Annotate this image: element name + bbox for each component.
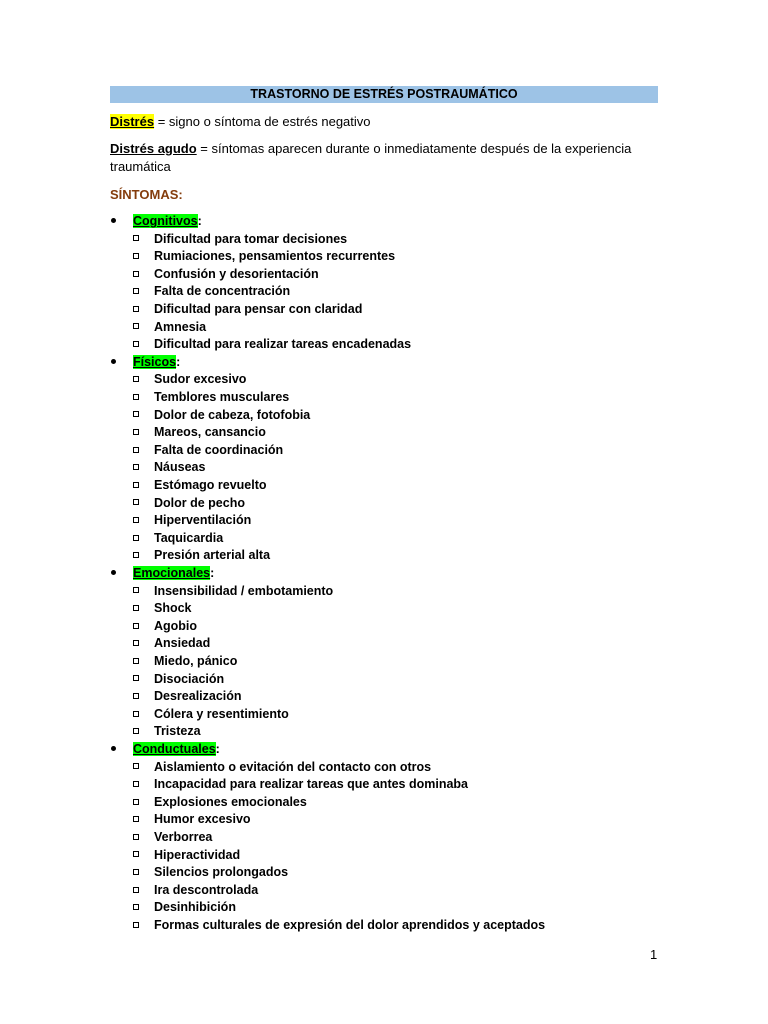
list-item [133, 794, 307, 811]
list-item [133, 248, 395, 265]
bullet-dot-icon [110, 354, 133, 371]
list-item [133, 776, 468, 793]
square-bullet-icon [133, 834, 139, 840]
category-label: Emocionales [133, 566, 211, 580]
list-item [133, 671, 224, 688]
category-fisicos [110, 354, 180, 371]
list-item [133, 847, 240, 864]
list-item-text: Disociación [154, 671, 225, 686]
square-bullet-icon [133, 482, 139, 488]
term-distres: Distrés [110, 114, 155, 129]
square-bullet-icon [133, 640, 139, 646]
category-label: Conductuales [133, 742, 216, 756]
list-item [133, 653, 237, 670]
definition-distres-text: = signo o síntoma de estrés negativo [154, 114, 371, 129]
square-bullet-icon [133, 816, 139, 822]
list-item-text: Temblores musculares [154, 390, 290, 404]
list-item-text: Hiperactividad [154, 847, 241, 862]
square-bullet-icon [133, 394, 139, 400]
square-bullet-icon [133, 411, 139, 417]
list-item [133, 407, 310, 424]
list-item [133, 723, 201, 740]
list-item [133, 618, 197, 635]
list-item-text: Dificultad para pensar con claridad [154, 302, 363, 316]
square-bullet-icon [133, 323, 139, 329]
list-item [133, 530, 223, 547]
category-suffix: : [210, 566, 215, 580]
list-item-text: Mareos, cansancio [154, 425, 266, 440]
list-item [133, 583, 333, 600]
list-item-text: Dolor de cabeza, fotofobia [154, 407, 311, 422]
list-item [133, 635, 210, 652]
square-bullet-icon [133, 605, 139, 611]
category-conductuales [110, 741, 220, 758]
list-item [133, 512, 251, 529]
list-item [133, 829, 212, 846]
list-item-text: Estómago revuelto [154, 478, 267, 492]
list-item-text: Silencios prolongados [154, 865, 289, 880]
square-bullet-icon [133, 693, 139, 699]
square-bullet-icon [133, 341, 139, 347]
list-item [133, 442, 283, 459]
list-item-text: Falta de concentración [154, 284, 291, 299]
category-suffix: : [176, 354, 181, 369]
square-bullet-icon [133, 271, 139, 277]
list-item [133, 477, 267, 494]
list-item [133, 283, 290, 300]
list-item-text: Náuseas [154, 460, 206, 475]
list-item-text: Amnesia [154, 319, 207, 334]
list-item [133, 231, 347, 248]
square-bullet-icon [133, 464, 139, 470]
list-item-text: Aislamiento o evitación del contacto con otros [154, 759, 432, 774]
list-item-text: Formas culturales de expresión del dolor aprendidos y aceptados [154, 918, 546, 932]
square-bullet-icon [133, 587, 139, 593]
list-item-text: Sudor excesivo [154, 372, 247, 387]
square-bullet-icon [133, 235, 139, 241]
list-item-text: Explosiones emocionales [154, 794, 307, 809]
document-title: TRASTORNO DE ESTRÉS POSTRAUMÁTICO [110, 86, 658, 103]
list-item-text: Shock [154, 601, 192, 616]
page-number: 1 [650, 947, 658, 962]
square-bullet-icon [133, 675, 139, 681]
square-bullet-icon [133, 728, 139, 734]
square-bullet-icon [133, 851, 139, 857]
square-bullet-icon [133, 517, 139, 523]
list-item-text: Desinhibición [154, 900, 236, 915]
list-item [133, 495, 245, 512]
square-bullet-icon [133, 711, 139, 717]
bullet-dot-icon [110, 565, 133, 582]
list-item-text: Dificultad para tomar decisiones [154, 231, 348, 246]
square-bullet-icon [133, 763, 139, 769]
category-suffix: : [197, 214, 202, 228]
list-item [133, 319, 206, 336]
list-item-text: Desrealización [154, 689, 242, 704]
list-item [133, 759, 431, 776]
list-item [133, 459, 205, 476]
definition-distres-agudo [110, 140, 631, 157]
category-label: Físicos [133, 354, 177, 369]
list-item [133, 688, 242, 705]
definition-agudo-text-line1: = síntomas aparecen durante o inmediatamente después de la experiencia [196, 141, 632, 156]
square-bullet-icon [133, 887, 139, 893]
list-item-text: Cólera y resentimiento [154, 706, 289, 721]
square-bullet-icon [133, 306, 139, 312]
list-item [133, 266, 319, 283]
list-item-text: Confusión y desorientación [154, 266, 319, 281]
list-item-text: Incapacidad para realizar tareas que antes dominaba [154, 777, 469, 792]
sintomas-heading: SÍNTOMAS: [110, 187, 183, 202]
list-item [133, 882, 258, 899]
square-bullet-icon [133, 376, 139, 382]
list-item-text: Verborrea [154, 830, 213, 844]
square-bullet-icon [133, 799, 139, 805]
list-item-text: Ira descontrolada [154, 882, 259, 897]
list-item [133, 547, 270, 564]
definition-agudo-text-line2: traumática [110, 159, 171, 174]
square-bullet-icon [133, 922, 139, 928]
list-item-text: Dolor de pecho [154, 495, 245, 510]
square-bullet-icon [133, 288, 139, 294]
list-item-text: Falta de coordinación [154, 442, 284, 457]
bullet-dot-icon [110, 213, 133, 230]
square-bullet-icon [133, 869, 139, 875]
square-bullet-icon [133, 253, 139, 259]
square-bullet-icon [133, 447, 139, 453]
list-item [133, 371, 246, 388]
list-item-text: Dificultad para realizar tareas encadenadas [154, 337, 412, 352]
list-item [133, 706, 289, 723]
list-item-text: Rumiaciones, pensamientos recurrentes [154, 249, 396, 264]
square-bullet-icon [133, 429, 139, 435]
category-label: Cognitivos [133, 214, 198, 228]
square-bullet-icon [133, 623, 139, 629]
bullet-dot-icon [110, 741, 133, 758]
list-item [133, 336, 411, 353]
definition-distres [110, 113, 371, 130]
list-item-text: Hiperventilación [154, 513, 252, 528]
list-item-text: Ansiedad [154, 636, 211, 651]
list-item [133, 864, 288, 881]
list-item [133, 917, 545, 934]
square-bullet-icon [133, 904, 139, 910]
list-item [133, 899, 236, 916]
list-item [133, 389, 289, 406]
category-emocionales [110, 565, 214, 582]
list-item-text: Tristeza [154, 724, 201, 739]
list-item [133, 600, 192, 617]
list-item [133, 424, 266, 441]
list-item-text: Presión arterial alta [154, 548, 271, 563]
square-bullet-icon [133, 552, 139, 558]
list-item [133, 811, 251, 828]
list-item-text: Miedo, pánico [154, 654, 238, 668]
square-bullet-icon [133, 781, 139, 787]
category-suffix: : [215, 742, 220, 756]
list-item-text: Humor excesivo [154, 812, 251, 827]
list-item [133, 301, 362, 318]
term-distres-agudo: Distrés agudo [110, 141, 197, 156]
list-item-text: Agobio [154, 618, 198, 633]
category-cognitivos [110, 213, 202, 230]
square-bullet-icon [133, 658, 139, 664]
list-item-text: Taquicardia [154, 530, 224, 545]
square-bullet-icon [133, 499, 139, 505]
list-item-text: Insensibilidad / embotamiento [154, 583, 334, 598]
square-bullet-icon [133, 535, 139, 541]
